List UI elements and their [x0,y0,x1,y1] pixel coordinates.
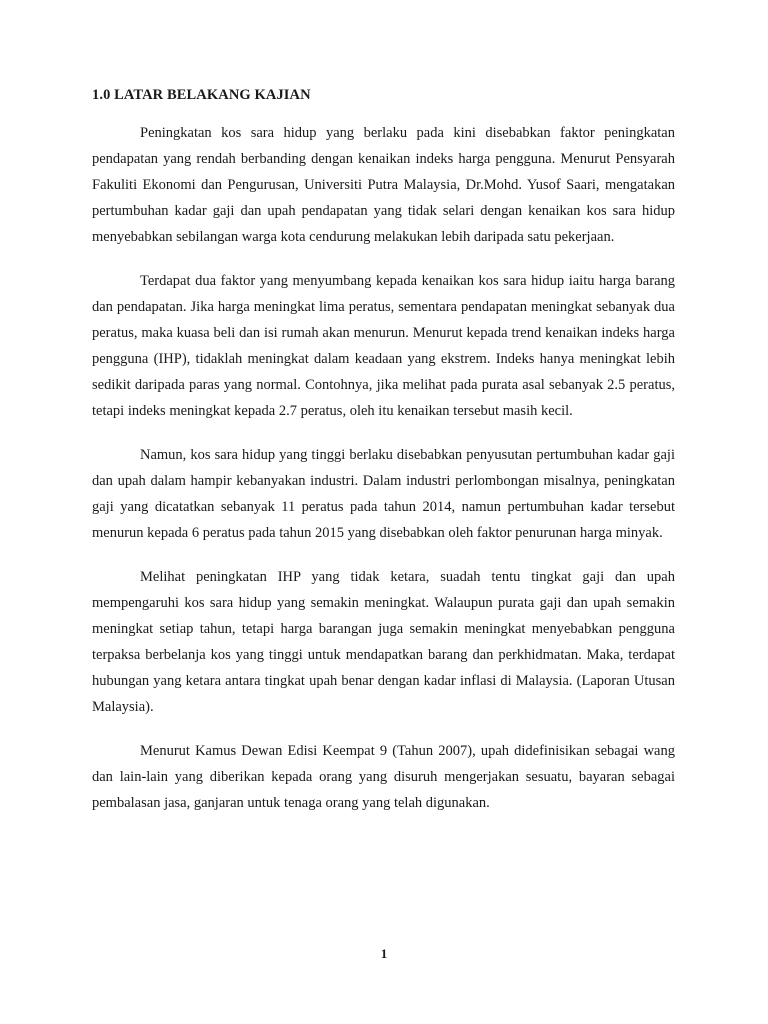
section-heading: 1.0 LATAR BELAKANG KAJIAN [92,87,311,103]
paragraph-3: Namun, kos sara hidup yang tinggi berlaku disebabkan penyusutan pertumbuhan kadar gaji dan upah dalam hampir kebanyakan industri. Dalam industri perlombongan misalnya, peningkatan gaji yang dicatatkan sebanyak 11 peratus pada tahun 2014, namun pertumbuhan kadar tersebut menurun kepada 6 peratus pada tahun 2015 yang disebabkan oleh faktor penurunan harga minyak. [92,447,675,541]
body-text [92,120,675,834]
paragraph-5: Menurut Kamus Dewan Edisi Keempat 9 (Tahun 2007), upah didefinisikan sebagai wang dan lain-lain yang diberikan kepada orang yang disuruh mengerjakan sesuatu, bayaran sebagai pembalasan jasa, ganjaran untuk tenaga orang yang telah digunakan. [92,743,675,811]
page-number: 1 [380,946,388,961]
paragraph-2: Terdapat dua faktor yang menyumbang kepada kenaikan kos sara hidup iaitu harga barang dan pendapatan. Jika harga meningkat lima peratus, sementara pendapatan meningkat sebanyak dua peratus, maka kuasa beli dan isi rumah akan menurun. Menurut kepada trend kenaikan indeks harga pengguna (IHP), tidaklah meningkat dalam keadaan yang ekstrem. Indeks hanya meningkat lebih sedikit daripada paras yang normal. Contohnya, jika melihat pada purata asal sebanyak 2.5 peratus, tetapi indeks meningkat kepada 2.7 peratus, oleh itu kenaikan tersebut masih kecil. [92,273,675,419]
paragraph-1: Peningkatan kos sara hidup yang berlaku pada kini disebabkan faktor peningkatan pendapatan yang rendah berbanding dengan kenaikan indeks harga pengguna. Menurut Pensyarah Fakuliti Ekonomi dan Pengurusan, Universiti Putra Malaysia, Dr.Mohd. Yusof Saari, mengatakan pertumbuhan kadar gaji dan upah pendapatan yang tidak selari dengan kenaikan kos sara hidup menyebabkan sebilangan warga kota cendurung melakukan lebih daripada satu pekerjaan. [92,125,675,245]
paragraph-4: Melihat peningkatan IHP yang tidak ketara, suadah tentu tingkat gaji dan upah mempengaruhi kos sara hidup yang semakin meningkat. Walaupun purata gaji dan upah semakin meningkat setiap tahun, tetapi harga barangan juga semakin meningkat menyebabkan pengguna terpaksa berbelanja kos yang tinggi untuk mendapatkan barang dan perkhidmatan. Maka, terdapat hubungan yang ketara antara tingkat upah benar dengan kadar inflasi di Malaysia. (Laporan Utusan Malaysia). [92,569,675,715]
